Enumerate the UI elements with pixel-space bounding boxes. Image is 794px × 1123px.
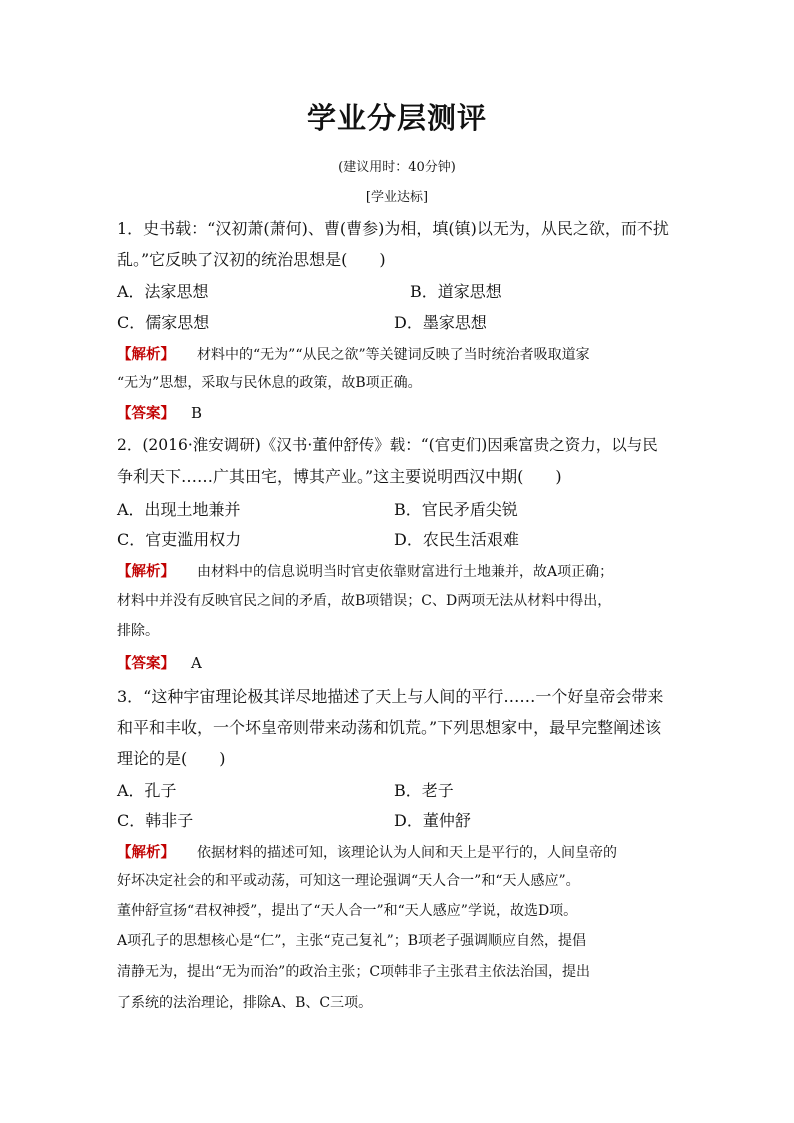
q1-stem-line1: 1．史书载：“汉初萧(萧何)、曹(曹参)为相，填(镇)以无为，从民之欲，而不扰 (117, 219, 669, 238)
analysis-tag: 【解析】 (117, 844, 175, 861)
q2-option-a: A．出现土地兼并 (117, 500, 241, 519)
q2-option-b: B．官民矛盾尖锐 (394, 500, 518, 519)
q2-analysis-line3: 排除。 (117, 623, 159, 639)
q1-answer-value: B (191, 404, 203, 422)
q2-option-d: D．农民生活艰难 (394, 530, 519, 549)
q3-analysis-line6: 了系统的法治理论，排除A、B、C三项。 (117, 995, 373, 1011)
q3-option-d: D．董仲舒 (394, 811, 471, 830)
q2-answer (117, 652, 202, 673)
q3-stem-line2: 和平和丰收，一个坏皇帝则带来动荡和饥荒。”下列思想家中，最早完整阐述该 (117, 718, 662, 737)
q1-analysis-line1: 材料中的“无为”“从民之欲”等关键词反映了当时统治者吸取道家 (197, 347, 590, 363)
page-title: 学业分层测评 (306, 101, 487, 135)
analysis-tag: 【解析】 (117, 346, 175, 363)
q3-option-a: A．孔子 (117, 781, 177, 800)
q3-option-b: B．老子 (394, 781, 454, 800)
q3-option-c: C．韩非子 (117, 811, 194, 830)
q1-option-a: A．法家思想 (117, 282, 209, 301)
q3-analysis-line5: 清静无为，提出“无为而治”的政治主张；C项韩非子主张君主依法治国，提出 (117, 964, 591, 980)
q3-analysis (117, 841, 617, 862)
q2-option-c: C．官吏滥用权力 (117, 530, 242, 549)
q3-analysis-line3: 董仲舒宣扬“君权神授”，提出了“天人合一”和“天人感应”学说，故选D项。 (117, 903, 578, 919)
time-note: (建议用时：40分钟) (338, 160, 456, 175)
answer-tag: 【答案】 (117, 405, 175, 422)
q1-stem-line2: 乱。”它反映了汉初的统治思想是( ) (117, 250, 386, 269)
q1-answer (117, 402, 202, 423)
analysis-tag: 【解析】 (117, 563, 175, 580)
q2-analysis-line1: 由材料中的信息说明当时官吏依靠财富进行土地兼并，故A项正确； (197, 564, 614, 580)
q2-stem-line2: 争利天下……广其田宅，博其产业。”这主要说明西汉中期( ) (117, 467, 562, 486)
q3-stem-line3: 理论的是( ) (117, 749, 226, 768)
q1-option-b: B．道家思想 (410, 282, 502, 301)
q3-stem-line1: 3．“这种宇宙理论极其详尽地描述了天上与人间的平行……一个好皇帝会带来 (117, 687, 664, 706)
q1-option-c: C．儒家思想 (117, 313, 210, 332)
q2-answer-value: A (191, 654, 202, 672)
q3-analysis-line4: A项孔子的思想核心是“仁”，主张“克己复礼”；B项老子强调顺应自然，提倡 (117, 933, 587, 949)
q3-analysis-line1: 依据材料的描述可知，该理论认为人间和天上是平行的，人间皇帝的 (197, 845, 617, 861)
q2-analysis (117, 560, 613, 581)
q1-analysis-line2: “无为”思想，采取与民休息的政策，故B项正确。 (117, 375, 422, 391)
answer-tag: 【答案】 (117, 655, 175, 672)
q1-option-d: D．墨家思想 (394, 313, 487, 332)
q2-stem-line1: 2．(2016·淮安调研)《汉书·董仲舒传》载：“(官吏们)因乘富贵之资力，以与民 (117, 436, 658, 454)
section-heading: [学业达标] (365, 190, 429, 205)
q1-analysis (117, 343, 590, 364)
q2-analysis-line2: 材料中并没有反映官民之间的矛盾，故B项错误；C、D两项无法从材料中得出， (117, 593, 612, 609)
q3-analysis-line2: 好坏决定社会的和平或动荡，可知这一理论强调“天人合一”和“天人感应”。 (117, 873, 580, 889)
